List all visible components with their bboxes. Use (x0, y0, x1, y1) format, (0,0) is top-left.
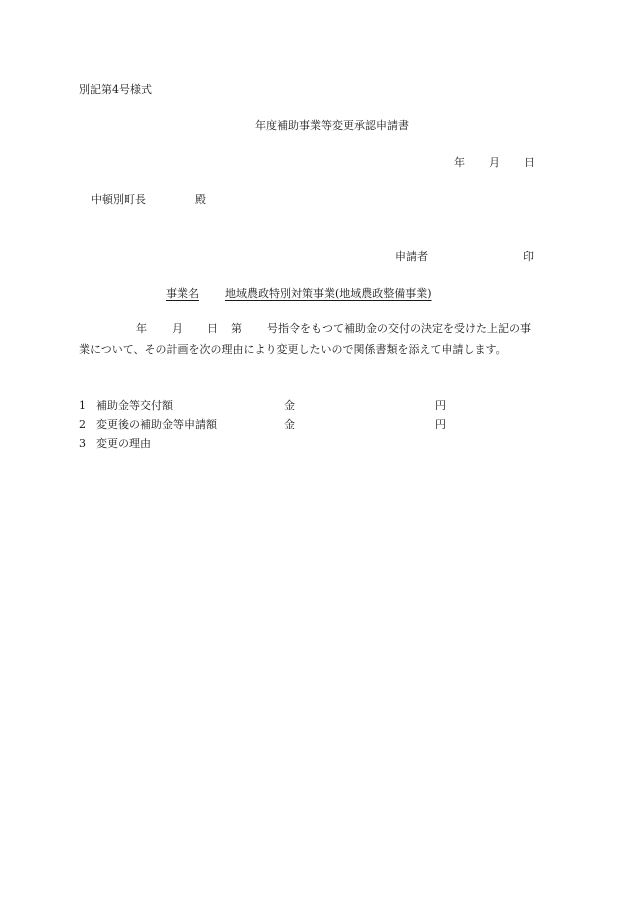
document-title: 年度補助事業等変更承認申請書 (255, 119, 409, 132)
item-kin: 金 (284, 418, 295, 431)
project-name-line (166, 287, 442, 301)
project-name: 地域農政特別対策事業(地域農政整備事業) (225, 287, 432, 300)
item-yen: 円 (435, 399, 446, 412)
body-year: 年 (136, 322, 147, 335)
body-day: 日 (207, 322, 218, 335)
body-dai: 第 (231, 322, 242, 335)
item-number: 2 (79, 418, 86, 431)
date-day: 日 (524, 156, 535, 169)
body-line1-rest: 号指令をもつて補助金の交付の決定を受けた上記の事 (267, 322, 531, 335)
body-line2: 業について、その計画を次の理由により変更したいので関係書類を添えて申請します。 (79, 343, 507, 356)
date-month: 月 (489, 156, 500, 169)
item-number: 1 (79, 399, 86, 412)
addressee-honorific: 殿 (195, 193, 206, 206)
addressee-name: 中頓別町長 (91, 193, 146, 206)
item-label: 変更後の補助金等申請額 (96, 418, 217, 431)
item-label: 補助金等交付額 (96, 399, 173, 412)
date-year: 年 (454, 156, 465, 169)
item-yen: 円 (435, 418, 446, 431)
form-number: 別記第4号様式 (79, 83, 152, 96)
item-label: 変更の理由 (96, 437, 151, 450)
seal-mark: 印 (523, 250, 534, 263)
applicant-label: 申請者 (395, 250, 428, 263)
item-number: 3 (79, 437, 86, 450)
project-label: 事業名 (166, 287, 199, 300)
item-kin: 金 (284, 399, 295, 412)
body-month: 月 (172, 322, 183, 335)
